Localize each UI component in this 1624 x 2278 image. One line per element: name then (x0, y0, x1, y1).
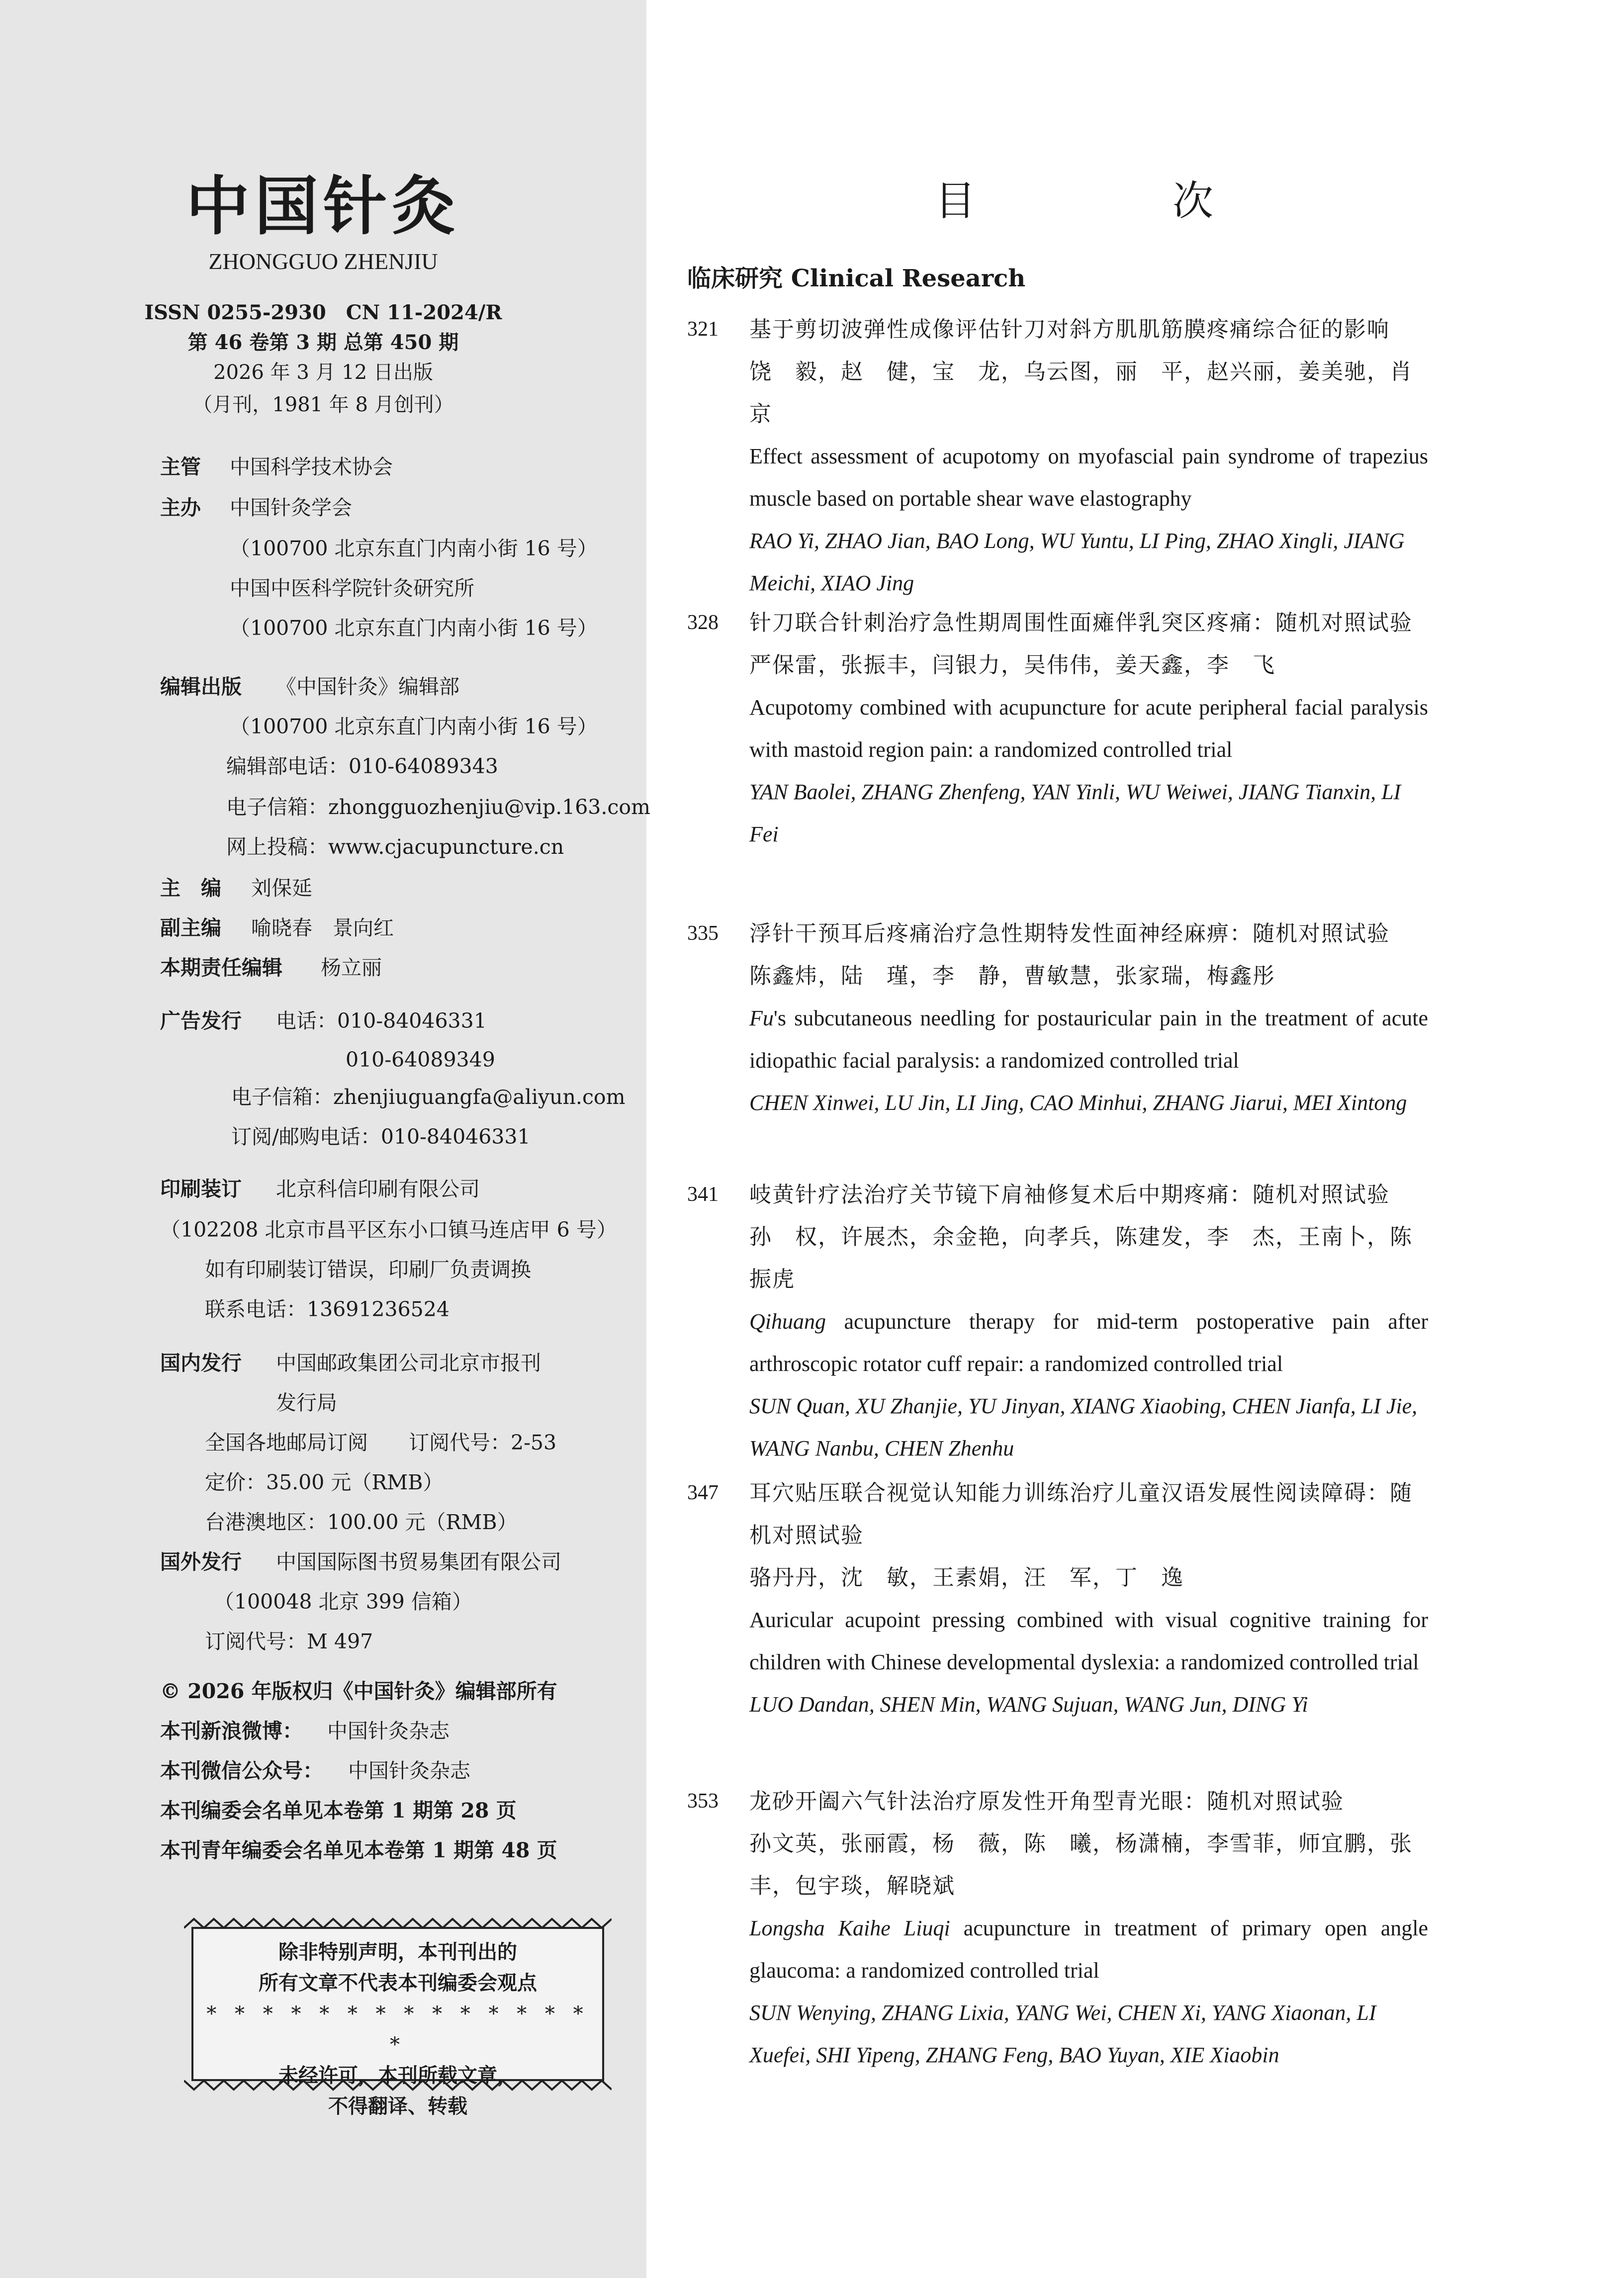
notice-line-1: 除非特别声明，本刊刊出的 (278, 1940, 517, 1964)
sponsor-1-address: （100700 北京东直门内南小街 16 号） (230, 537, 598, 560)
editing-phone: 编辑部电话：010-64089343 (226, 754, 498, 778)
article-authors-en: CHEN Xinwei, LU Jin, LI Jing, CAO Minhui, ZHANG Jiarui, MEI Xintong (749, 1091, 1407, 1115)
ad-label: 广告发行 (160, 1009, 242, 1033)
ad-phone-2: 010-64089349 (346, 1048, 495, 1072)
chief-editor: 刘保延 (251, 876, 312, 900)
toc-title-char-1: 目 (935, 178, 976, 225)
article-title-zh[interactable]: 针刀联合针刺治疗急性期周围性面瘫伴乳突区疼痛：随机对照试验 (749, 610, 1413, 636)
notice-line-2: 所有文章不代表本刊编委会观点 (259, 1971, 537, 1995)
article-title-en[interactable] (749, 1300, 1428, 1385)
article-authors-en: RAO Yi, ZHAO Jian, BAO Long, WU Yuntu, LI Ping, ZHAO Xingli, JIANG Meichi, XIAO Jing (749, 529, 1405, 595)
title-text: Effect assessment of acupotomy on myofascial pain syndrome of trapezius muscle based on portable shear wave elastography (749, 444, 1428, 511)
article-title-en[interactable] (749, 435, 1428, 520)
responsible-editor: 杨立丽 (321, 956, 382, 980)
article-title-zh[interactable]: 岐黄针疗法治疗关节镜下肩袖修复术后中期疼痛：随机对照试验 (749, 1182, 1390, 1207)
article-title-zh[interactable]: 浮针干预耳后疼痛治疗急性期特发性面神经麻痹：随机对照试验 (749, 921, 1390, 946)
volume-line: 第 46 卷第 3 期 总第 450 期 (187, 331, 459, 354)
intl-distributor: 中国国际图书贸易集团有限公司 (276, 1550, 561, 1574)
editing-web: 网上投稿：www.cjacupuncture.cn (226, 835, 564, 859)
wechat: 中国针灸杂志 (348, 1759, 470, 1783)
page-number: 347 (687, 1481, 719, 1504)
article-title-zh[interactable]: 龙砂开阖六气针法治疗原发性开角型青光眼：随机对照试验 (749, 1789, 1344, 1814)
sponsor-label: 主办 (160, 496, 201, 520)
ad-order-phone: 订阅/邮购电话：010-84046331 (231, 1125, 531, 1149)
chief-editor-label: 主 编 (160, 876, 221, 900)
journal-title-en: ZHONGGUO ZHENJIU (208, 249, 438, 274)
notice-border-bottom (184, 2079, 612, 2092)
title-text: acupuncture therapy for mid-term postoperative pain after arthroscopic rotator cuff repair: a randomized controlled trial (749, 1309, 1428, 1376)
article-authors-zh: 饶 毅，赵 健，宝 龙，乌云图，丽 平，赵兴丽，姜美驰，肖 京 (749, 359, 1436, 427)
page-number: 335 (687, 922, 719, 945)
sponsor-1: 中国针灸学会 (230, 496, 352, 520)
youth-board-note: 本刊青年编委会名单见本卷第 1 期第 48 页 (160, 1838, 557, 1862)
issn-line: ISSN 0255-2930 CN 11-2024/R (144, 301, 502, 324)
article-authors-zh: 孙 权，许展杰，余金艳，向孝兵，陈建发，李 杰，王南卜，陈振虎 (749, 1224, 1413, 1292)
article-authors-en: SUN Quan, XU Zhanjie, YU Jinyan, XIANG Xiaobing, CHEN Jianfa, LI Jie, WANG Nanbu, CHEN Zhenhu (749, 1394, 1418, 1460)
title-text: Auricular acupoint pressing combined with visual cognitive training for children with Chinese developmental dyslexia: a randomized controlled trial (749, 1608, 1428, 1674)
title-italic-term: Longsha Kaihe Liuqi (749, 1916, 950, 1940)
journal-logo: 中国针灸 (185, 169, 460, 244)
intl-address: （100048 北京 399 信箱） (214, 1590, 472, 1614)
weibo: 中国针灸杂志 (327, 1719, 450, 1743)
ad-phone-1: 电话：010-84046331 (276, 1009, 487, 1033)
domestic-distributor-2: 发行局 (276, 1391, 337, 1415)
title-text: 's subcutaneous needling for postauricular pain in the treatment of acute idiopathic facial paralysis: a randomized controlled trial (749, 1006, 1428, 1073)
wechat-label: 本刊微信公众号： (160, 1759, 323, 1783)
article-authors-en: YAN Baolei, ZHANG Zhenfeng, YAN Yinli, WU Weiwei, JIANG Tianxin, LI Fei (749, 780, 1401, 846)
article-authors-en: LUO Dandan, SHEN Min, WANG Sujuan, WANG Jun, DING Yi (749, 1692, 1308, 1717)
printer-address: （102208 北京市昌平区东小口镇马连店甲 6 号） (160, 1218, 617, 1242)
title-italic-term: Fu (749, 1006, 774, 1030)
article-title-en[interactable] (749, 1599, 1428, 1683)
printer-note: 如有印刷装订错误，印刷厂负责调换 (205, 1258, 531, 1281)
editing: 《中国针灸》编辑部 (276, 675, 459, 699)
article-title-zh[interactable]: 耳穴贴压联合视觉认知能力训练治疗儿童汉语发展性阅读障碍：随机对照试验 (749, 1480, 1413, 1548)
copyright: © 2026 年版权归《中国针灸》编辑部所有 (160, 1679, 557, 1703)
article-authors-zh: 陈鑫炜，陆 瑾，李 静，曹敏慧，张家瑞，梅鑫彤 (749, 963, 1275, 989)
page-number: 353 (687, 1790, 719, 1813)
toc-entry-341[interactable] (687, 1174, 1428, 1469)
notice-line-3: 未经许可，本刊所载文章， (278, 2064, 517, 2087)
title-italic-term: Qihuang (749, 1309, 826, 1334)
ad-email: 电子信箱：zhenjiuguangfa@aliyun.com (231, 1085, 626, 1109)
toc-entry-353[interactable] (687, 1780, 1436, 2076)
section-heading: 临床研究 Clinical Research (687, 265, 1026, 292)
article-title-en[interactable] (749, 1907, 1428, 1992)
toc-title-char-2: 次 (1172, 178, 1213, 225)
founded-line: （月刊，1981 年 8 月创刊） (192, 393, 454, 416)
domestic-price: 定价：35.00 元（RMB） (205, 1470, 444, 1494)
board-note: 本刊编委会名单见本卷第 1 期第 28 页 (160, 1799, 517, 1822)
article-authors-en: SUN Wenying, ZHANG Lixia, YANG Wei, CHEN Xi, YANG Xiaonan, LI Xuefei, SHI Yipeng, ZHANG Feng, BAO Yuyan, XIE Xiaobin (749, 2001, 1376, 2067)
page-number: 341 (687, 1183, 719, 1206)
article-authors-zh: 严保雷，张振丰，闫银力，吴伟伟，姜天鑫，李 飞 (749, 652, 1275, 678)
toc-title (935, 172, 1213, 231)
printer-phone: 联系电话：13691236524 (205, 1297, 450, 1321)
title-text: acupuncture in treatment of primary open angle glaucoma: a randomized controlled trial (749, 1916, 1428, 1983)
editing-email: 电子信箱：zhongguozhenjiu@vip.163.com (226, 795, 650, 819)
date-line: 2026 年 3 月 12 日出版 (213, 361, 433, 384)
domestic-subscription: 全国各地邮局订阅 订阅代号：2-53 (205, 1431, 557, 1455)
article-title-zh[interactable]: 基于剪切波弹性成像评估针刀对斜方肌肌筋膜疼痛综合征的影响 (749, 317, 1390, 342)
toc-entry-328[interactable] (687, 602, 1428, 855)
deputy-editor-label: 副主编 (160, 916, 221, 940)
supervisor: 中国科学技术协会 (230, 455, 393, 479)
supervisor-label: 主管 (160, 455, 201, 479)
page-number: 321 (687, 318, 719, 341)
printer: 北京科信印刷有限公司 (276, 1177, 480, 1201)
article-title-en[interactable] (749, 686, 1428, 771)
deputy-editor: 喻晓春 景向红 (251, 916, 394, 940)
article-title-en[interactable] (749, 997, 1428, 1082)
hk-price: 台港澳地区：100.00 元（RMB） (205, 1510, 518, 1534)
toc-entry-335[interactable] (687, 912, 1428, 1124)
toc-entry-321[interactable] (687, 308, 1436, 604)
intl-code: 订阅代号：M 497 (205, 1630, 373, 1653)
editing-label: 编辑出版 (160, 675, 242, 699)
article-authors-zh: 骆丹丹，沈 敏，王素娟，汪 军，丁 逸 (749, 1565, 1184, 1590)
title-text: Acupotomy combined with acupuncture for acute peripheral facial paralysis with mastoid region pain: a randomized controlled trial (749, 695, 1428, 762)
editing-address: （100700 北京东直门内南小街 16 号） (230, 715, 598, 738)
notice-stars: * * * * * * * * * * * * * * * (206, 2003, 589, 2056)
print-label: 印刷装订 (160, 1177, 242, 1201)
domestic-distributor-1: 中国邮政集团公司北京市报刊 (276, 1351, 541, 1375)
sponsor-2: 中国中医科学院针灸研究所 (230, 576, 474, 600)
toc-entry-347[interactable] (687, 1472, 1428, 1726)
weibo-label: 本刊新浪微博： (160, 1719, 303, 1743)
copyright-notice-box (191, 1927, 604, 2118)
intl-label: 国外发行 (160, 1550, 242, 1574)
page-number: 328 (687, 611, 719, 634)
responsible-editor-label: 本期责任编辑 (160, 956, 282, 980)
domestic-label: 国内发行 (160, 1351, 242, 1375)
article-authors-zh: 孙文英，张丽霞，杨 薇，陈 曦，杨潇楠，李雪菲，师宜鹏，张 丰，包宇琰，解晓斌 (749, 1831, 1436, 1899)
notice-line-4: 不得翻译、转载 (328, 2095, 467, 2118)
sponsor-2-address: （100700 北京东直门内南小街 16 号） (230, 616, 598, 640)
